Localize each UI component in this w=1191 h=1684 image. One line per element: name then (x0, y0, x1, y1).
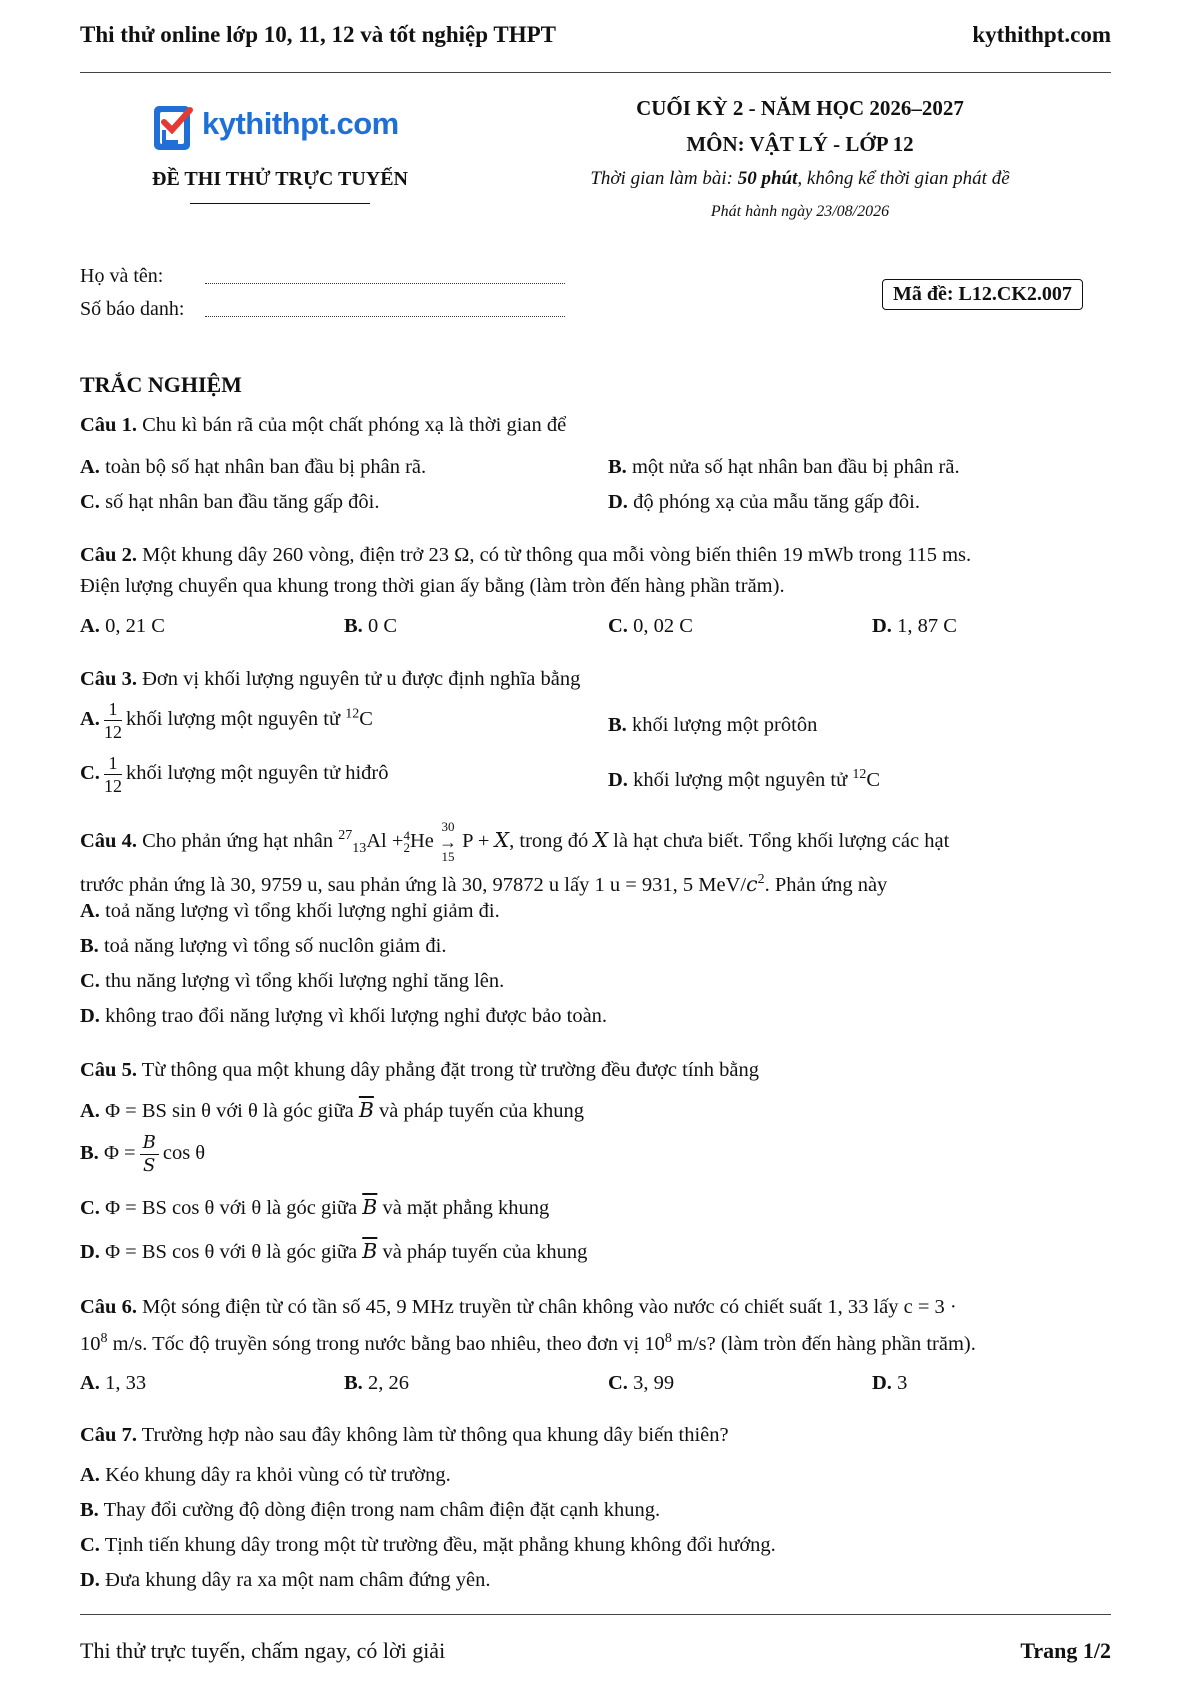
q5-option-a[interactable]: A. Φ = BS sin θ với θ là góc giữa $\overline{B}$ và pháp tuyến của khung (80, 1098, 584, 1122)
footer-left: Thi thử trực tuyến, chấm ngay, có lời giải (80, 1638, 446, 1663)
logo-subtitle: ĐỀ THI THỬ TRỰC TUYẾN (152, 168, 408, 190)
q6-option-d[interactable]: D. 3 (872, 1372, 908, 1394)
exam-subject: MÔN: VẬT LÝ - LỚP 12 (686, 132, 914, 156)
q7-option-d[interactable]: D. Đưa khung dây ra xa một nam châm đứng yên. (80, 1569, 491, 1591)
q1-option-d[interactable]: D. độ phóng xạ của mẫu tăng gấp đôi. (608, 491, 920, 513)
question-6: Câu 6. Một sóng điện từ có tần số 45, 9 MHz truyền từ chân không vào nước có chiết suất 1, 33 lấy c = 3 · $10^8$ m/s. Tốc độ truyền sóng trong nước bằng bao nhiêu, theo đơn vị $10^8$ m/s? (làm tròn đến hàng phần trăm). (80, 1296, 976, 1355)
q2-option-c[interactable]: C. 0, 02 C (608, 615, 693, 637)
section-title: TRẮC NGHIỆM (80, 372, 242, 397)
q6-option-a[interactable]: A. 1, 33 (80, 1372, 147, 1394)
vector-b: $\overline{B}$ (362, 1239, 378, 1263)
q1-option-a[interactable]: A. toàn bộ số hạt nhân ban đầu bị phân rã. (80, 456, 427, 478)
vector-b: $\overline{B}$ (362, 1195, 378, 1219)
q3-option-d[interactable]: D. khối lượng một nguyên tử $^{12}$C (608, 767, 881, 791)
question-4: Câu 4. Cho phản ứng hạt nhân $^{27}_{13}$Al + 4 2 He 30 → 15 P + X, trong đó X là hạt chưa biết. Tổng khối lượng các hạt trước phản ứng là 30, 9759 u, sau phản ứng là 30, 97872 u lấy 1 u = 931, 5 MeV/$c^2$. Phản ứng này (80, 819, 950, 896)
logo-text-ext: .com (328, 106, 399, 141)
header-left: Thi thử online lớp 10, 11, 12 và tốt nghiệp THPT (80, 22, 556, 47)
q3-option-c[interactable]: C. $\frac{1}{12}$ khối lượng một nguyên tử hiđrô (80, 753, 389, 796)
question-7: Câu 7. Trường hợp nào sau đây không làm từ thông qua khung dây biến thiên? (80, 1424, 729, 1446)
logo-icon (150, 100, 206, 156)
q6-option-c[interactable]: C. 3, 99 (608, 1372, 675, 1394)
q1-option-b[interactable]: B. một nửa số hạt nhân ban đầu bị phân rã. (608, 456, 960, 478)
exam-title: CUỐI KỲ 2 - NĂM HỌC 2026–2027 (636, 96, 964, 120)
q4-option-d[interactable]: D. không trao đổi năng lượng vì khối lượng nghỉ được bảo toàn. (80, 1005, 608, 1027)
q7-option-a[interactable]: A. Kéo khung dây ra khỏi vùng có từ trường. (80, 1464, 451, 1486)
vector-b: $\overline{B}$ (358, 1098, 374, 1122)
header-site[interactable]: kythithpt.com (972, 22, 1111, 47)
q1-option-c[interactable]: C. số hạt nhân ban đầu tăng gấp đôi. (80, 491, 380, 513)
id-label: Số báo danh: (80, 298, 185, 320)
page-number: Trang 1/2 (1020, 1638, 1111, 1663)
q3-option-b[interactable]: B. khối lượng một prôtôn (608, 714, 818, 736)
q7-option-c[interactable]: C. Tịnh tiến khung dây trong một từ trường đều, mặt phẳng khung không đổi hướng. (80, 1534, 776, 1556)
logo-text: kythithpt (202, 106, 329, 141)
reaction-arrow: 30 → 15 (438, 819, 457, 864)
id-field[interactable] (205, 316, 565, 317)
q2-option-a[interactable]: A. 0, 21 C (80, 615, 165, 637)
q3-option-a[interactable]: A. $\frac{1}{12}$ khối lượng một nguyên tử $^{12}$C (80, 699, 373, 742)
site-logo (150, 100, 410, 156)
release-date: Phát hành ngày 23/08/2026 (710, 203, 890, 220)
header-divider (80, 72, 1111, 73)
fraction-b-over-s: $\frac{B}{S}$ (140, 1134, 159, 1175)
q2-option-b[interactable]: B. 0 C (344, 615, 397, 637)
subtitle-underline (190, 203, 370, 204)
name-field[interactable] (205, 283, 565, 284)
exam-duration: 50 phút (737, 168, 798, 189)
q5-option-c[interactable]: C. Φ = BS cos θ với θ là góc giữa $\overline{B}$ và mặt phẳng khung (80, 1195, 550, 1219)
q5-option-b[interactable]: B. Φ = $\frac{B}{S}$ cos θ (80, 1132, 206, 1176)
name-label: Họ và tên: (80, 265, 164, 287)
q4-option-a[interactable]: A. toả năng lượng vì tổng khối lượng nghỉ giảm đi. (80, 900, 500, 922)
q2-option-d[interactable]: D. 1, 87 C (872, 615, 957, 637)
question-1: Câu 1. Chu kì bán rã của một chất phóng xạ là thời gian để (80, 414, 567, 436)
question-5: Câu 5. Từ thông qua một khung dây phẳng đặt trong từ trường đều được tính bằng (80, 1059, 759, 1081)
exam-code: Mã đề: L12.CK2.007 (882, 279, 1083, 310)
q4-option-c[interactable]: C. thu năng lượng vì tổng khối lượng nghỉ tăng lên. (80, 970, 505, 992)
q4-option-b[interactable]: B. toả năng lượng vì tổng số nuclôn giảm đi. (80, 935, 447, 957)
question-2: Câu 2. Một khung dây 260 vòng, điện trở 23 Ω, có từ thông qua mỗi vòng biến thiên 19 mWb trong 115 ms. Điện lượng chuyển qua khung trong thời gian ấy bằng (làm tròn đến hàng phần trăm). (80, 544, 972, 597)
fraction-one-twelfth: $\frac{1}{12}$ (103, 699, 122, 742)
fraction-one-twelfth: $\frac{1}{12}$ (103, 753, 122, 796)
footer-divider (80, 1614, 1111, 1615)
exam-time: Thời gian làm bài: 50 phút, không kể thời gian phát đề (590, 168, 1010, 189)
q7-option-b[interactable]: B. Thay đổi cường độ dòng điện trong nam châm điện đặt cạnh khung. (80, 1499, 661, 1521)
q5-option-d[interactable]: D. Φ = BS cos θ với θ là góc giữa $\overline{B}$ và pháp tuyến của khung (80, 1239, 588, 1263)
question-3: Câu 3. Đơn vị khối lượng nguyên tử u được định nghĩa bằng (80, 668, 581, 690)
q6-option-b[interactable]: B. 2, 26 (344, 1372, 409, 1394)
